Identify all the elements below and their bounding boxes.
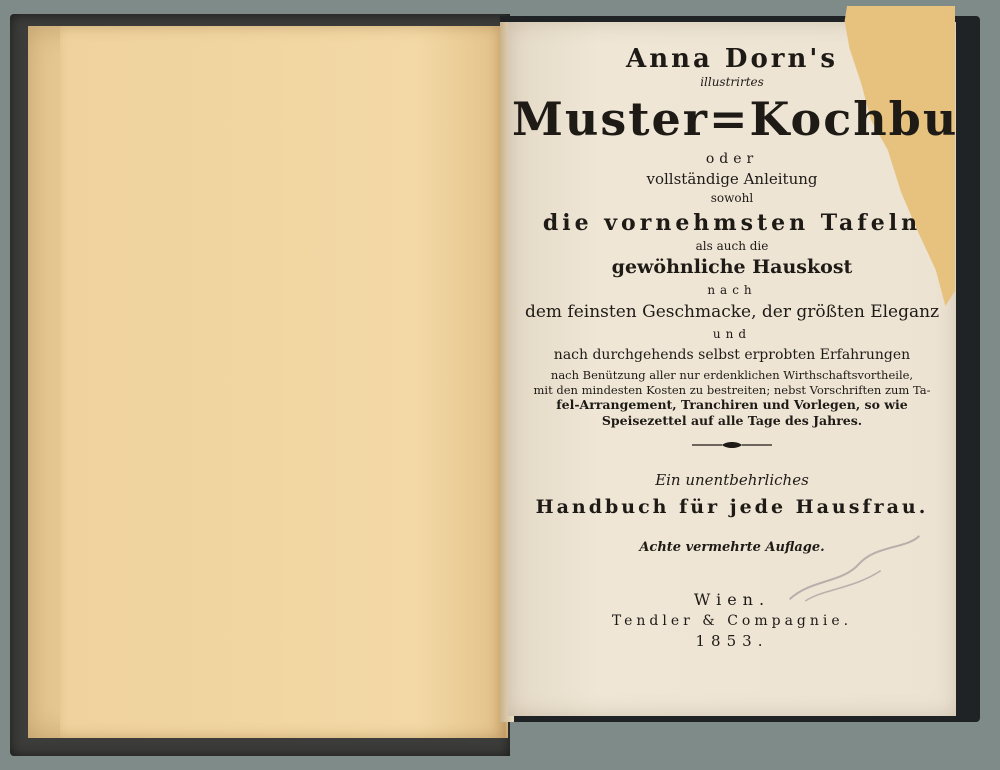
edition-line: Achte vermehrte Auflage. — [639, 540, 825, 555]
line-handbuch: Handbuch für jede Hausfrau. — [535, 496, 929, 518]
line-oder: oder — [705, 151, 759, 167]
line-tafeln: die vornehmsten Tafeln — [542, 210, 922, 236]
left-endpaper-page — [60, 26, 506, 738]
line-und: und — [712, 327, 752, 341]
line-kosten: mit den mindesten Kosten zu bestreiten; nebst Vorschriften zum Ta- — [533, 382, 931, 397]
publisher-line: Tendler & Compagnie. — [611, 613, 853, 629]
line-speisezettel: Speisezettel auf alle Tage des Jahres. — [601, 412, 863, 428]
line-anleitung: vollständige Anleitung — [646, 170, 818, 188]
main-title: Muster=Kochbu — [512, 92, 959, 146]
line-geschmacke: dem feinsten Geschmacke, der größten Eleganz — [524, 302, 940, 322]
line-erfahrungen: nach durchgehends selbst erprobten Erfahrungen — [553, 347, 911, 363]
line-unentbehrliches: Ein unentbehrliches — [655, 471, 809, 489]
subtitle-illustrirtes: illustrirtes — [700, 75, 764, 89]
line-als-auch: als auch die — [695, 239, 769, 253]
line-sowohl: sowohl — [710, 191, 754, 205]
divider-ornament — [692, 441, 772, 449]
author-line: Anna Dorn's — [626, 44, 838, 74]
place-line: Wien. — [693, 590, 771, 609]
title-page-text — [512, 40, 959, 650]
year-line: 1853. — [695, 632, 769, 650]
line-hauskost: gewöhnliche Hauskost — [611, 256, 853, 278]
line-nach: nach — [707, 283, 757, 297]
line-wirthschaft: nach Benützung aller nur erdenklichen Wirthschaftsvortheile, — [550, 368, 914, 382]
line-arrangement: fel-Arrangement, Tranchiren und Vorlegen, so wie — [556, 397, 908, 412]
